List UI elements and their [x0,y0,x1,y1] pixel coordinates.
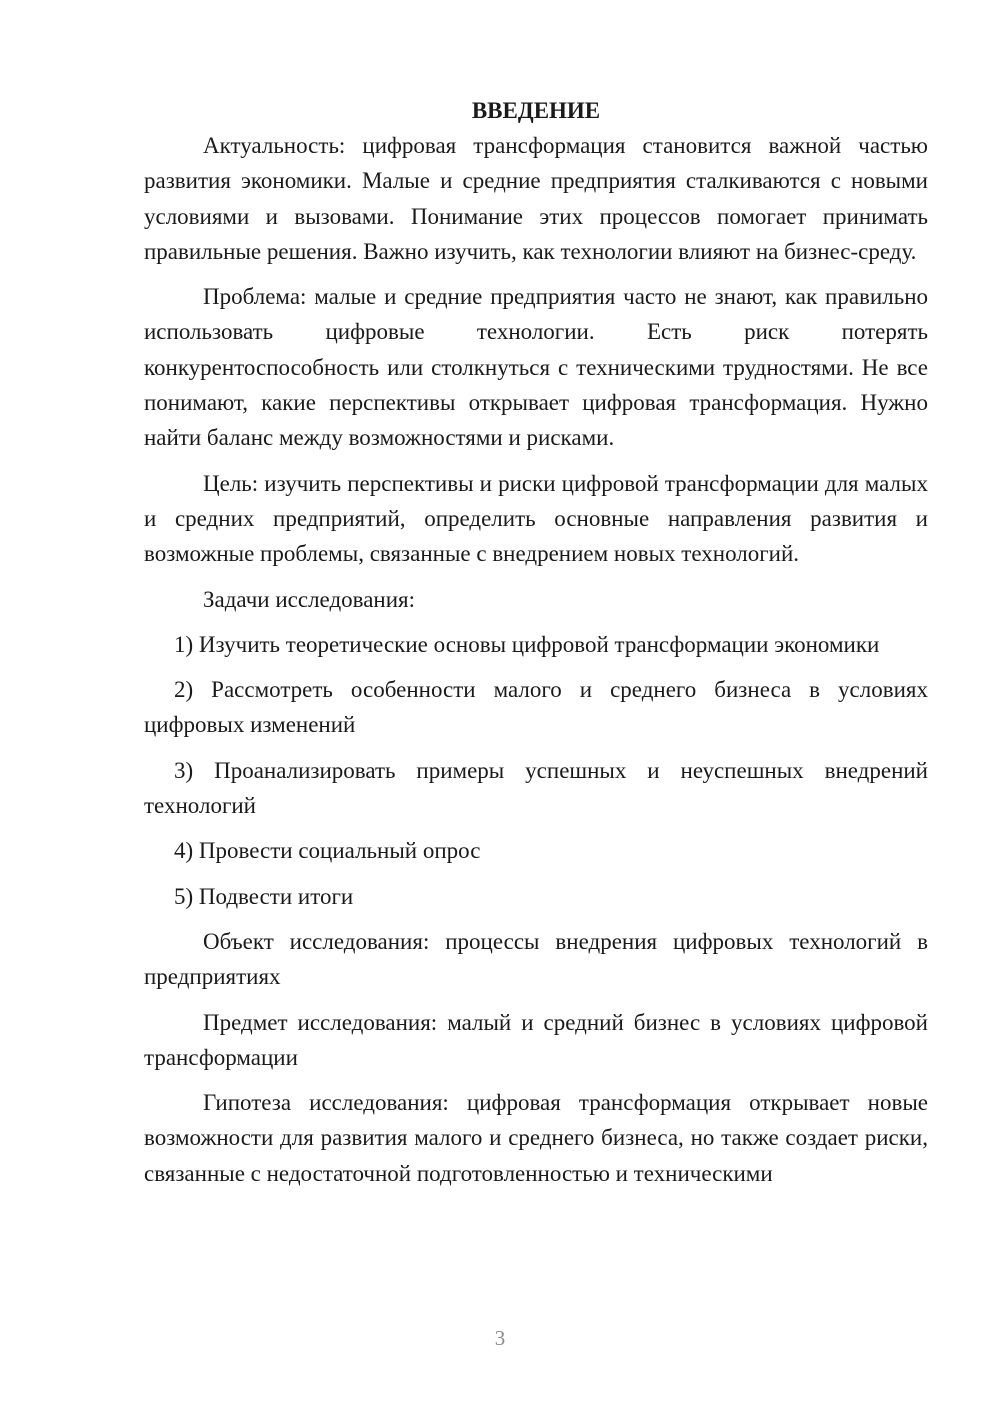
paragraph-hypothesis: Гипотеза исследования: цифровая трансформация открывает новые возможности для развития малого и среднего бизнеса, но также создает риски, связанные с недостаточной подготовленностью и техническими [144,1090,928,1186]
paragraph-subject: Предмет исследования: малый и средний бизнес в условиях цифровой трансформации [144,1009,928,1070]
paragraph-object: Объект исследования: процессы внедрения цифровых технологий в предприятиях [144,928,928,990]
task-item-4: 4) Провести социальный опрос [174,838,481,864]
paragraph-tasks-title: Задачи исследования: [203,586,416,612]
task-item-3: 3) Проанализировать примеры успешных и неуспешных внедрений технологий [144,757,928,819]
task-item-5: 5) Подвести итоги [174,883,354,909]
page-number: 3 [494,1326,506,1350]
paragraph-goal: Цель: изучить перспективы и риски цифровой трансформации для малых и средних предприятий, определить основные направления развития и возможные проблемы, связанные с внедрением новых технологий. [144,470,928,567]
document-page [144,93,928,1201]
task-item-1: 1) Изучить теоретические основы цифровой трансформации экономики [174,631,880,657]
task-item-2: 2) Рассмотреть особенности малого и среднего бизнеса в условиях цифровых изменений [144,677,928,738]
section-heading: ВВЕДЕНИЕ [471,98,601,123]
paragraph-problem: Проблема: малые и средние предприятия часто не знают, как правильно использовать цифровые технологии. Есть риск потерять конкурентоспособность или столкнуться с техническими трудностями. Не все понимают, какие перспективы открывает цифровая трансформация. Нужно найти баланс между возможностями и рисками. [144,284,928,451]
paragraph-relevance: Актуальность: цифровая трансформация становится важной частью развития экономики. Малые и средние предприятия сталкиваются с новыми условиями и вызовами. Понимание этих процессов помогает принимать правильные решения. Важно изучить, как технологии влияют на бизнес-среду. [144,133,928,264]
